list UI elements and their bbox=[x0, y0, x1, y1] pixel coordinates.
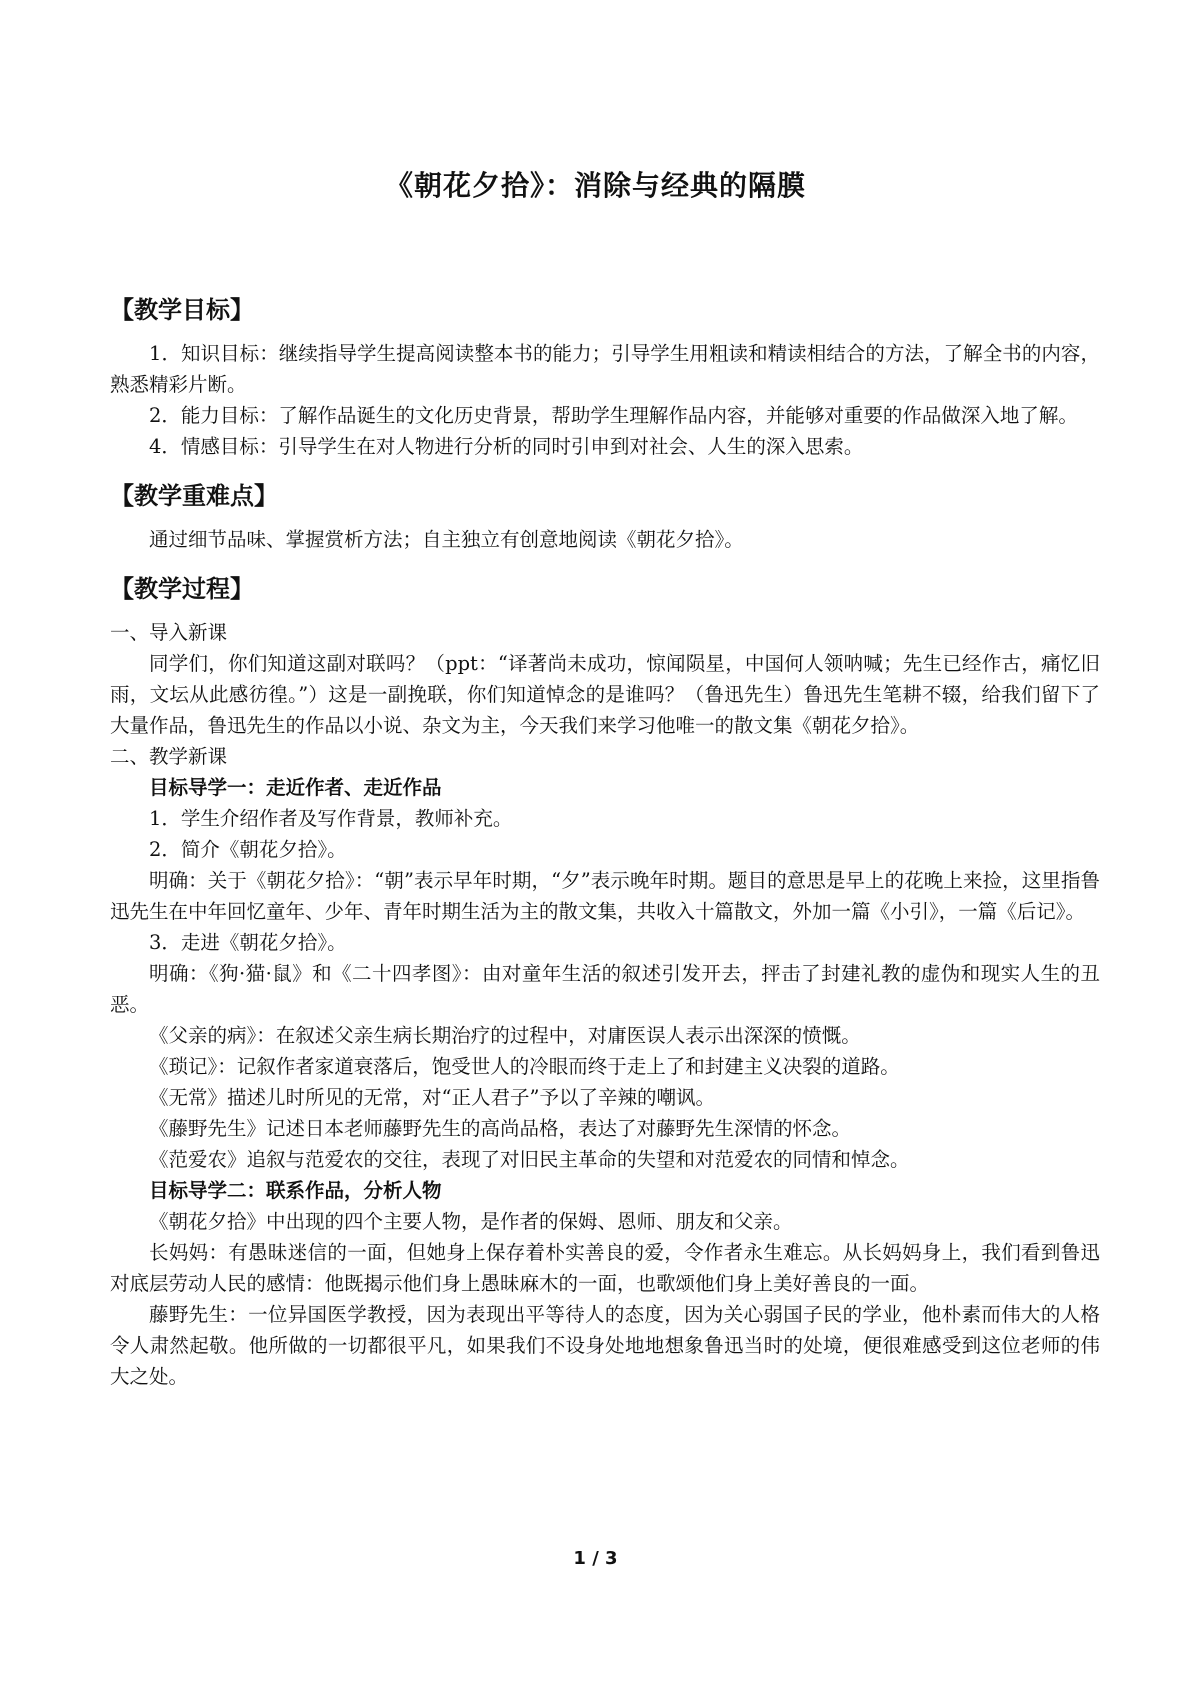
page-number: 1 / 3 bbox=[573, 1548, 618, 1569]
section-heading-process: 【教学过程】 bbox=[110, 575, 254, 603]
paragraph: 藤野先生：一位异国医学教授，因为表现出平等待人的态度，因为关心弱国子民的学业，他朴素而伟大的人格令人肃然起敬。他所做的一切都很平凡，如果我们不设身处地地想象鲁迅当时的处境，便很难感受到这位老师的伟大之处。 bbox=[110, 1303, 1100, 1388]
paragraph: 1．学生介绍作者及写作背景，教师补充。 bbox=[149, 807, 513, 830]
paragraph: 《无常》描述儿时所见的无常，对“正人君子”予以了辛辣的嘲讽。 bbox=[149, 1086, 715, 1109]
document-title: 《朝花夕拾》：消除与经典的隔膜 bbox=[384, 169, 806, 202]
paragraph: 《藤野先生》记述日本老师藤野先生的高尚品格，表达了对藤野先生深情的怀念。 bbox=[149, 1117, 852, 1140]
paragraph: 3．走进《朝花夕拾》。 bbox=[149, 931, 347, 954]
guide-heading-1: 目标导学一：走近作者、走近作品 bbox=[149, 776, 442, 799]
paragraph: 明确：《狗·猫·鼠》和《二十四孝图》：由对童年生活的叙述引发开去，抨击了封建礼教的虚伪和现实人生的丑恶。 bbox=[110, 962, 1100, 1016]
paragraph: 长妈妈：有愚昧迷信的一面，但她身上保存着朴实善良的爱，令作者永生难忘。从长妈妈身上，我们看到鲁迅对底层劳动人民的感情：他既揭示他们身上愚昧麻木的一面，也歌颂他们身上美好善良的一面。 bbox=[110, 1241, 1100, 1295]
paragraph: 《父亲的病》：在叙述父亲生病长期治疗的过程中，对庸医误人表示出深深的愤慨。 bbox=[149, 1024, 861, 1047]
paragraph: 《琐记》：记叙作者家道衰落后，饱受世人的冷眼而终于走上了和封建主义决裂的道路。 bbox=[149, 1055, 900, 1078]
paragraph: 明确：关于《朝花夕拾》：“朝”表示早年时期，“夕”表示晚年时期。题目的意思是早上的花晚上来捡，这里指鲁迅先生在中年回忆童年、少年、青年时期生活为主的散文集，共收入十篇散文，外加一篇《小引》，一篇《后记》。 bbox=[110, 869, 1100, 923]
key-points-text: 通过细节品味、掌握赏析方法；自主独立有创意地阅读《朝花夕拾》。 bbox=[149, 528, 744, 551]
paragraph: 2．简介《朝花夕拾》。 bbox=[149, 838, 347, 861]
section-heading-key-points: 【教学重难点】 bbox=[110, 482, 278, 510]
goal-item-1: 1．知识目标：继续指导学生提高阅读整本书的能力；引导学生用粗读和精读相结合的方法，了解全书的内容，熟悉精彩片断。 bbox=[110, 342, 1100, 396]
guide-heading-2: 目标导学二：联系作品，分析人物 bbox=[149, 1179, 442, 1202]
paragraph: 《朝花夕拾》中出现的四个主要人物，是作者的保姆、恩师、朋友和父亲。 bbox=[149, 1210, 793, 1233]
document-body bbox=[110, 290, 1100, 1392]
goal-item-2: 2．能力目标：了解作品诞生的文化历史背景，帮助学生理解作品内容，并能够对重要的作品做深入地了解。 bbox=[149, 404, 1078, 427]
goal-item-3: 4．情感目标：引导学生在对人物进行分析的同时引申到对社会、人生的深入思索。 bbox=[149, 435, 864, 458]
process-part2-label: 二、教学新课 bbox=[110, 745, 228, 768]
paragraph: 《范爱农》追叙与范爱农的交往，表现了对旧民主革命的失望和对范爱农的同情和悼念。 bbox=[149, 1148, 910, 1171]
process-part1-text: 同学们，你们知道这副对联吗？（ppt：“译著尚未成功，惊闻陨星，中国何人领呐喊；先生已经作古，痛忆旧雨，文坛从此感彷徨。”）这是一副挽联，你们知道悼念的是谁吗？（鲁迅先生）鲁迅先生笔耕不辍，给我们留下了大量作品，鲁迅先生的作品以小说、杂文为主，今天我们来学习他唯一的散文集《朝花夕拾》。 bbox=[110, 652, 1100, 737]
section-heading-goals: 【教学目标】 bbox=[110, 296, 254, 324]
process-part1-label: 一、导入新课 bbox=[110, 621, 228, 644]
